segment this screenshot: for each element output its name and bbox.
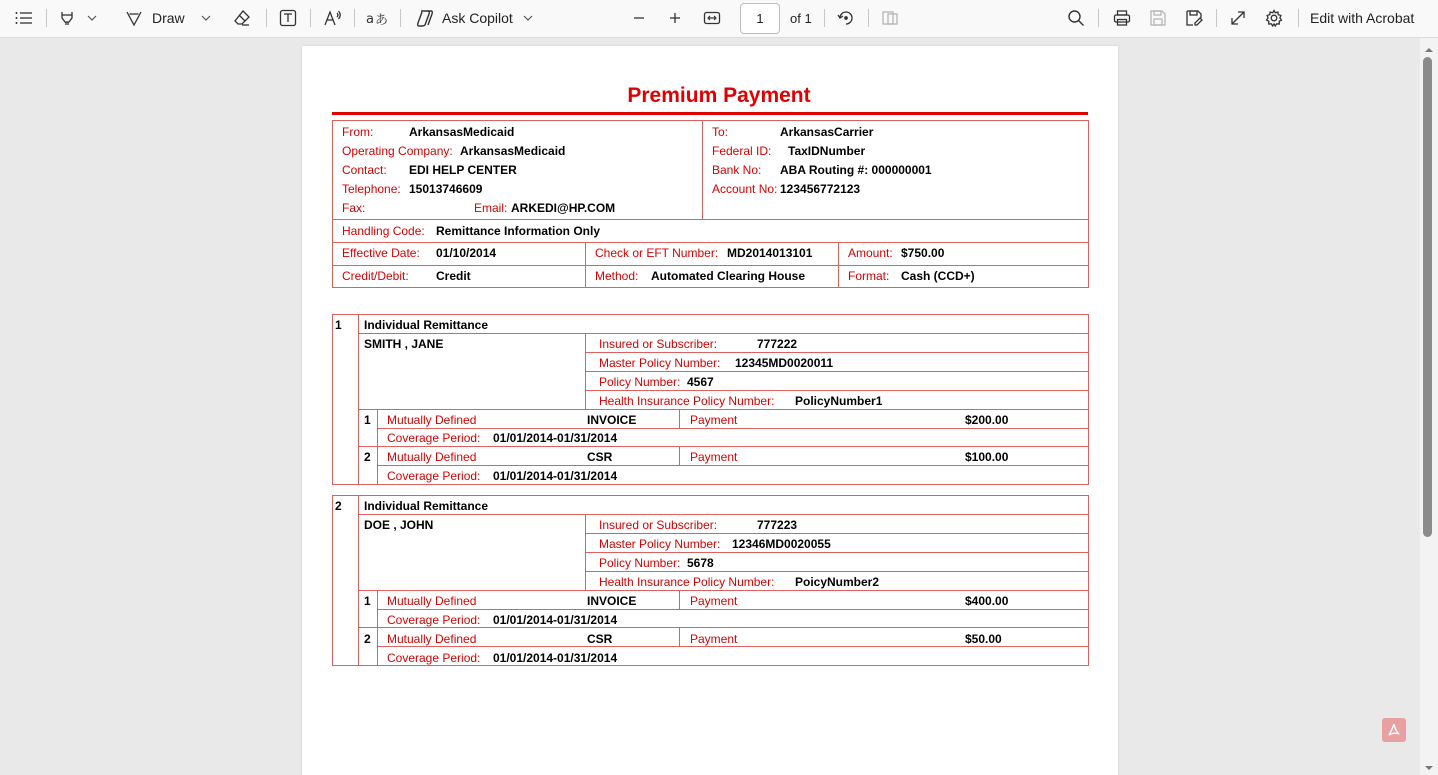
read-aloud-icon[interactable] xyxy=(320,5,346,31)
toolbar-divider xyxy=(266,9,267,27)
text-box-icon[interactable] xyxy=(276,5,300,31)
remittance-row-divider xyxy=(358,333,1089,334)
rotate-icon[interactable] xyxy=(834,5,858,31)
credit-debit-label: Credit/Debit: xyxy=(342,269,409,283)
draw-label: Draw xyxy=(152,10,185,26)
draw-chevron-down-icon[interactable] xyxy=(198,5,214,31)
item-type-label: Mutually Defined xyxy=(387,632,477,646)
item-index: 2 xyxy=(364,632,371,646)
payment-value: $200.00 xyxy=(965,413,1009,427)
eraser-icon[interactable] xyxy=(230,5,254,31)
remittance-row-divider xyxy=(585,390,1089,391)
remittance-row-divider xyxy=(585,571,1089,572)
title-rule xyxy=(332,112,1088,115)
remittance-heading: Individual Remittance xyxy=(364,499,489,513)
item-column-divider xyxy=(679,627,680,646)
contents-list-icon[interactable] xyxy=(10,5,38,31)
document-title: Premium Payment xyxy=(627,84,811,107)
format-label: Format: xyxy=(848,269,890,283)
payment-value: $50.00 xyxy=(965,632,1002,646)
payment-label: Payment xyxy=(690,413,738,427)
handling-code-label: Handling Code: xyxy=(342,224,425,238)
zoom-out-icon[interactable] xyxy=(628,5,650,31)
credit-debit-value: Credit xyxy=(436,269,471,283)
operating-company-label: Operating Company: xyxy=(342,144,453,158)
telephone-label: Telephone: xyxy=(342,182,401,196)
item-type-value: CSR xyxy=(587,632,613,646)
page-count: of 1 xyxy=(790,11,812,26)
effective-date-label: Effective Date: xyxy=(342,246,420,260)
remittance-row-divider xyxy=(358,590,1089,591)
remittance-row-divider xyxy=(358,514,1089,515)
master-policy-value: 12346MD0020055 xyxy=(732,537,831,551)
health-policy-value: PolicyNumber1 xyxy=(795,394,883,408)
full-screen-icon[interactable] xyxy=(1226,5,1250,31)
ask-copilot-button[interactable] xyxy=(442,5,518,31)
edit-with-acrobat-label: Edit with Acrobat xyxy=(1310,10,1415,26)
item-column-divider xyxy=(679,590,680,609)
svg-text:あ: あ xyxy=(375,13,388,27)
contact-value: EDI HELP CENTER xyxy=(409,163,517,177)
method-value: Automated Clearing House xyxy=(651,269,806,283)
draw-button[interactable] xyxy=(152,5,192,31)
copilot-chevron-down-icon[interactable] xyxy=(520,5,536,31)
remittance-index-divider xyxy=(358,314,359,485)
fit-width-icon[interactable] xyxy=(700,5,724,31)
save-as-icon[interactable] xyxy=(1182,5,1206,31)
scroll-down-arrow-icon[interactable] xyxy=(1422,760,1436,770)
toolbar-divider xyxy=(46,9,47,27)
toolbar-divider xyxy=(824,9,825,27)
contact-label: Contact: xyxy=(342,163,387,177)
item-index: 1 xyxy=(364,594,371,608)
effective-date-value: 01/10/2014 xyxy=(436,246,497,260)
coverage-period-value: 01/01/2014-01/31/2014 xyxy=(493,613,618,627)
page-number-input[interactable]: 1 xyxy=(740,3,780,34)
item-column-divider xyxy=(679,446,680,465)
item-type-value: INVOICE xyxy=(587,594,637,608)
copilot-icon[interactable] xyxy=(412,5,438,31)
highlighter-icon[interactable] xyxy=(56,5,78,31)
remittance-index-divider xyxy=(358,495,359,666)
item-index-divider xyxy=(377,409,378,485)
item-type-label: Mutually Defined xyxy=(387,413,477,427)
master-policy-value: 12345MD0020011 xyxy=(735,356,834,370)
header-column-divider xyxy=(702,120,703,219)
toolbar-divider xyxy=(400,9,401,27)
coverage-period-value: 01/01/2014-01/31/2014 xyxy=(493,469,618,483)
amount-value: $750.00 xyxy=(901,246,945,260)
item-index: 1 xyxy=(364,413,371,427)
format-value: Cash (CCD+) xyxy=(901,269,975,283)
remittance-row-divider xyxy=(585,371,1089,372)
policy-number-label: Policy Number: xyxy=(599,375,681,389)
coverage-period-value: 01/01/2014-01/31/2014 xyxy=(493,431,618,445)
master-policy-label: Master Policy Number: xyxy=(599,356,721,370)
remittance-index: 2 xyxy=(335,499,342,513)
email-value: ARKEDI@HP.COM xyxy=(511,201,616,215)
master-policy-label: Master Policy Number: xyxy=(599,537,721,551)
subscriber-name: DOE , JOHN xyxy=(364,518,434,532)
item-index: 2 xyxy=(364,450,371,464)
remittance-row-divider xyxy=(585,552,1089,553)
header-row-divider xyxy=(332,219,1089,220)
print-icon[interactable] xyxy=(1110,5,1134,31)
method-label: Method: xyxy=(595,269,639,283)
payment-label: Payment xyxy=(690,632,738,646)
policy-number-label: Policy Number: xyxy=(599,556,681,570)
federal-id-label: Federal ID: xyxy=(712,144,772,158)
toolbar-divider xyxy=(310,9,311,27)
item-row-divider xyxy=(377,609,1089,610)
toolbar-divider xyxy=(354,9,355,27)
header-column-divider xyxy=(585,242,586,288)
bank-no-label: Bank No: xyxy=(712,163,762,177)
settings-gear-icon[interactable] xyxy=(1262,5,1286,31)
item-type-label: Mutually Defined xyxy=(387,450,477,464)
remittance-index: 1 xyxy=(335,318,342,332)
to-label: To: xyxy=(712,125,729,139)
page-view-icon xyxy=(878,5,902,31)
policy-number-value: 4567 xyxy=(687,375,714,389)
telephone-value: 15013746609 xyxy=(409,182,483,196)
coverage-period-label: Coverage Period: xyxy=(387,651,481,665)
handling-code-value: Remittance Information Only xyxy=(436,224,601,238)
item-row-divider xyxy=(377,428,1089,429)
from-label: From: xyxy=(342,125,374,139)
coverage-period-label: Coverage Period: xyxy=(387,469,481,483)
item-row-divider xyxy=(358,627,1089,628)
operating-company-value: ArkansasMedicaid xyxy=(460,144,566,158)
draw-pen-icon[interactable] xyxy=(122,5,146,31)
email-label: Email: xyxy=(474,201,508,215)
account-no-value: 123456772123 xyxy=(780,182,861,196)
acrobat-icon[interactable] xyxy=(1382,718,1406,742)
item-column-divider xyxy=(679,409,680,428)
item-row-divider xyxy=(377,646,1089,647)
edit-with-acrobat-button[interactable] xyxy=(1310,5,1424,31)
item-type-value: CSR xyxy=(587,450,613,464)
remittance-row-divider xyxy=(585,352,1089,353)
item-type-value: INVOICE xyxy=(587,413,637,427)
from-value: ArkansasMedicaid xyxy=(409,125,515,139)
insured-label: Insured or Subscriber: xyxy=(599,518,718,532)
toolbar-divider xyxy=(1098,9,1099,27)
check-eft-value: MD2014013101 xyxy=(727,246,813,260)
coverage-period-value: 01/01/2014-01/31/2014 xyxy=(493,651,618,665)
highlighter-chevron-down-icon[interactable] xyxy=(84,5,100,31)
insured-value: 777223 xyxy=(757,518,798,532)
to-value: ArkansasCarrier xyxy=(780,125,874,139)
payment-value: $100.00 xyxy=(965,450,1009,464)
amount-label: Amount: xyxy=(848,246,893,260)
ask-copilot-label: Ask Copilot xyxy=(442,10,513,26)
save-icon xyxy=(1146,5,1170,31)
toolbar-divider xyxy=(1216,9,1217,27)
remittance-row-divider xyxy=(358,409,1089,410)
payment-label: Payment xyxy=(690,594,738,608)
coverage-period-label: Coverage Period: xyxy=(387,613,481,627)
scrollbar-thumb[interactable] xyxy=(1423,57,1432,537)
zoom-in-icon[interactable] xyxy=(664,5,686,31)
toolbar-divider xyxy=(868,9,869,27)
search-icon[interactable] xyxy=(1064,5,1088,31)
health-policy-value: PoicyNumber2 xyxy=(795,575,880,589)
item-row-divider xyxy=(358,446,1089,447)
coverage-period-label: Coverage Period: xyxy=(387,431,481,445)
check-eft-label: Check or EFT Number: xyxy=(595,246,719,260)
remittance-heading: Individual Remittance xyxy=(364,318,489,332)
header-row-divider xyxy=(332,265,1089,266)
item-index-divider xyxy=(377,590,378,666)
fax-label: Fax: xyxy=(342,201,366,215)
pdf-toolbar xyxy=(0,0,1438,38)
insured-label: Insured or Subscriber: xyxy=(599,337,718,351)
remittance-row-divider xyxy=(585,533,1089,534)
insured-value: 777222 xyxy=(757,337,798,351)
svg-text:a: a xyxy=(366,12,374,27)
health-policy-label: Health Insurance Policy Number: xyxy=(599,394,775,408)
toolbar-divider xyxy=(1298,9,1299,27)
payment-label: Payment xyxy=(690,450,738,464)
item-row-divider xyxy=(377,465,1089,466)
header-row-divider xyxy=(332,242,1089,243)
policy-number-value: 5678 xyxy=(687,556,714,570)
health-policy-label: Health Insurance Policy Number: xyxy=(599,575,775,589)
translate-icon[interactable] xyxy=(364,5,390,31)
federal-id-value: TaxIDNumber xyxy=(788,144,866,158)
header-column-divider xyxy=(838,242,839,288)
scroll-up-arrow-icon[interactable] xyxy=(1422,42,1436,52)
payment-value: $400.00 xyxy=(965,594,1009,608)
bank-no-value: ABA Routing #: 000000001 xyxy=(780,163,932,177)
account-no-label: Account No: xyxy=(712,182,778,196)
item-type-label: Mutually Defined xyxy=(387,594,477,608)
subscriber-name: SMITH , JANE xyxy=(364,337,444,351)
